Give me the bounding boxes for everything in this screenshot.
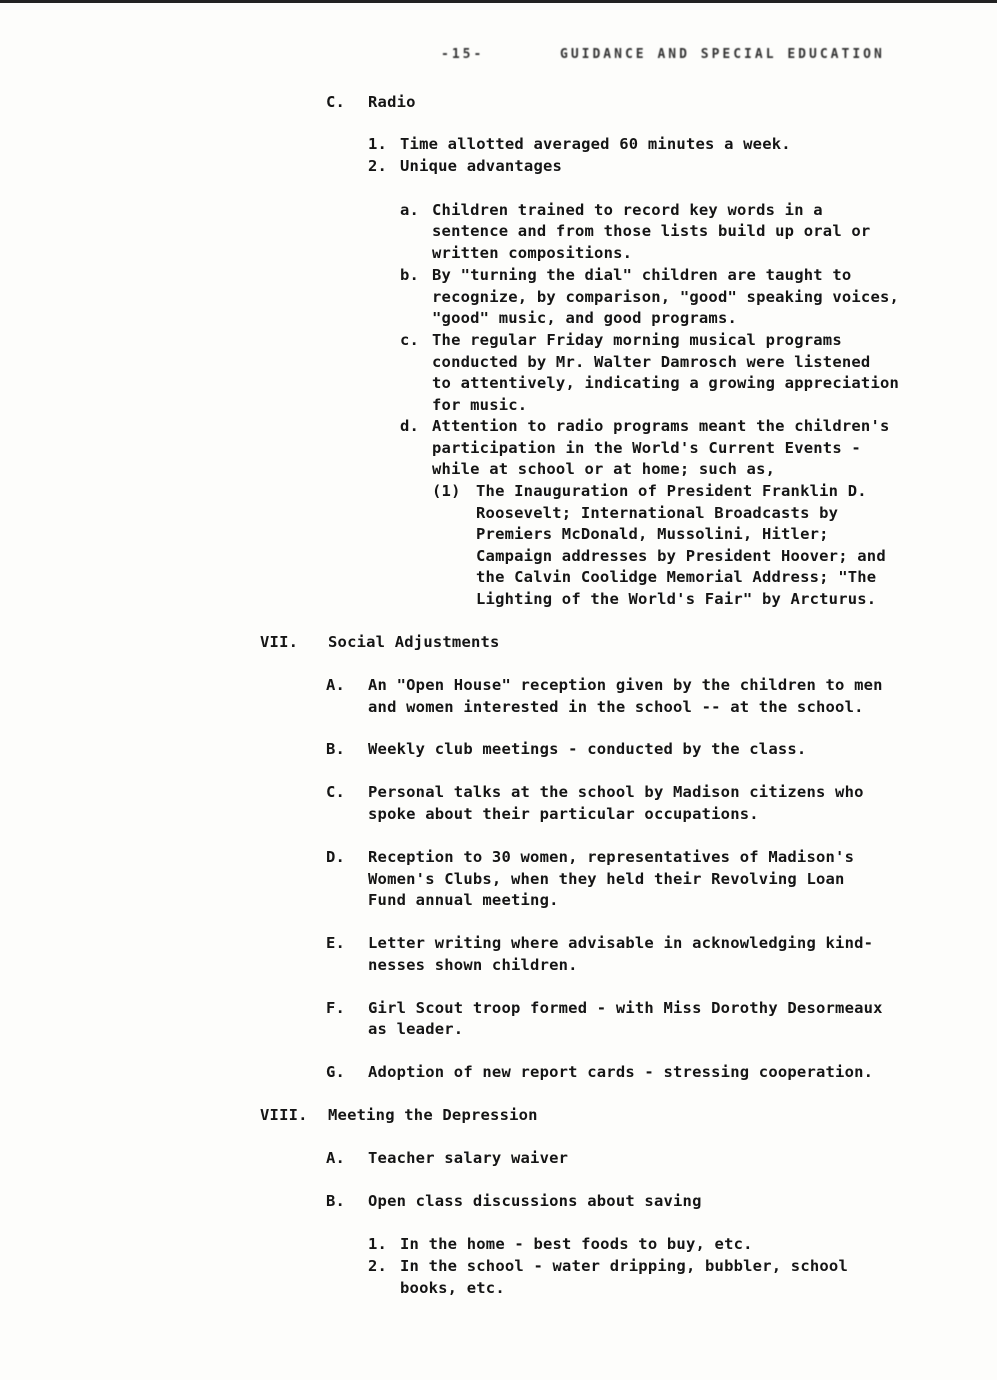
item-marker: E. bbox=[326, 934, 346, 952]
item-marker: 2. bbox=[368, 1257, 388, 1275]
item-line: By "turning the dial" children are taught to bbox=[432, 266, 852, 284]
item-line: In the school - water dripping, bubbler, school bbox=[400, 1257, 848, 1275]
item-line: while at school or at home; such as, bbox=[432, 460, 776, 478]
item-line: to attentively, indicating a growing appreciation bbox=[432, 374, 900, 392]
item-marker: D. bbox=[326, 848, 346, 866]
item-line: Women's Clubs, when they held their Revolving Loan bbox=[368, 870, 845, 888]
item-line: books, etc. bbox=[400, 1279, 505, 1297]
item-marker: c. bbox=[400, 331, 420, 349]
item-line: An "Open House" reception given by the children to men bbox=[368, 676, 883, 694]
item-line: The regular Friday morning musical programs bbox=[432, 331, 842, 349]
item-line: Weekly club meetings - conducted by the class. bbox=[368, 740, 807, 758]
item-line: Lighting of the World's Fair" by Arcturus. bbox=[476, 590, 877, 608]
item-text: Unique advantages bbox=[400, 157, 563, 175]
section-marker: VII. bbox=[260, 633, 299, 651]
page-number: -15- bbox=[441, 47, 485, 62]
radio-marker: C. bbox=[326, 93, 346, 111]
item-line: conducted by Mr. Walter Damrosch were listened bbox=[432, 353, 871, 371]
item-line: Attention to radio programs meant the children's bbox=[432, 417, 890, 435]
item-marker: C. bbox=[326, 783, 346, 801]
item-marker: B. bbox=[326, 740, 346, 758]
item-line: Fund annual meeting. bbox=[368, 891, 559, 909]
running-title: GUIDANCE AND SPECIAL EDUCATION bbox=[560, 47, 885, 62]
item-marker: F. bbox=[326, 999, 346, 1017]
item-line: participation in the World's Current Events - bbox=[432, 439, 861, 457]
item-marker: b. bbox=[400, 266, 420, 284]
item-line: Personal talks at the school by Madison citizens who bbox=[368, 783, 864, 801]
section-heading: Social Adjustments bbox=[328, 633, 500, 651]
item-line: Letter writing where advisable in acknowledging kind- bbox=[368, 934, 874, 952]
item-line: Teacher salary waiver bbox=[368, 1149, 569, 1167]
item-marker: 2. bbox=[368, 157, 388, 175]
section-marker: VIII. bbox=[260, 1106, 308, 1124]
item-line: sentence and from those lists build up oral or bbox=[432, 222, 871, 240]
item-line: spoke about their particular occupations. bbox=[368, 805, 759, 823]
scan-top-edge bbox=[0, 0, 997, 3]
item-marker: (1) bbox=[432, 482, 461, 500]
item-line: written compositions. bbox=[432, 244, 633, 262]
item-marker: a. bbox=[400, 201, 420, 219]
item-marker: A. bbox=[326, 676, 346, 694]
item-line: nesses shown children. bbox=[368, 956, 578, 974]
item-line: recognize, by comparison, "good" speaking voices, bbox=[432, 288, 900, 306]
item-line: Children trained to record key words in a bbox=[432, 201, 823, 219]
item-marker: G. bbox=[326, 1063, 346, 1081]
item-text: Time allotted averaged 60 minutes a week. bbox=[400, 135, 791, 153]
item-marker: A. bbox=[326, 1149, 346, 1167]
item-line: Premiers McDonald, Mussolini, Hitler; bbox=[476, 525, 829, 543]
item-line: as leader. bbox=[368, 1020, 464, 1038]
item-line: Open class discussions about saving bbox=[368, 1192, 702, 1210]
item-line: and women interested in the school -- at the school. bbox=[368, 698, 864, 716]
item-line: Adoption of new report cards - stressing cooperation. bbox=[368, 1063, 874, 1081]
item-line: for music. bbox=[432, 396, 528, 414]
item-marker: 1. bbox=[368, 1235, 388, 1253]
item-marker: B. bbox=[326, 1192, 346, 1210]
item-marker: d. bbox=[400, 417, 420, 435]
item-line: Roosevelt; International Broadcasts by bbox=[476, 504, 839, 522]
item-line: In the home - best foods to buy, etc. bbox=[400, 1235, 753, 1253]
item-line: "good" music, and good programs. bbox=[432, 309, 738, 327]
item-line: Girl Scout troop formed - with Miss Dorothy Desormeaux bbox=[368, 999, 883, 1017]
item-marker: 1. bbox=[368, 135, 388, 153]
section-heading: Meeting the Depression bbox=[328, 1106, 538, 1124]
item-line: Campaign addresses by President Hoover; and bbox=[476, 547, 886, 565]
item-line: the Calvin Coolidge Memorial Address; "The bbox=[476, 568, 877, 586]
radio-heading: Radio bbox=[368, 93, 416, 111]
item-line: Reception to 30 women, representatives of Madison's bbox=[368, 848, 855, 866]
item-line: The Inauguration of President Franklin D. bbox=[476, 482, 867, 500]
